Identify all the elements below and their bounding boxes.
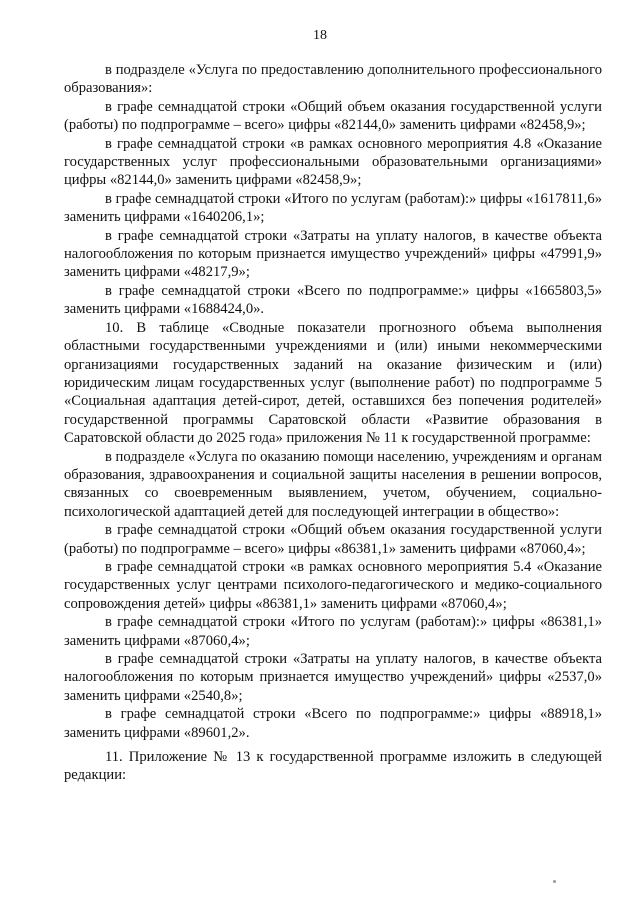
paragraph-item-11: 11. Приложение № 13 к государственной программе изложить в следующей редакции: [64, 749, 602, 784]
paragraph-total-volume-1: в графе семнадцатой строки «Общий объем оказания государственной услуги (работы) по подпрограмме – всего» цифры «82144,0» заменить цифрами «82458,9»; [64, 98, 602, 134]
paragraph-taxes-1: в графе семнадцатой строки «Затраты на уплату налогов, в качестве объекта налогообложения по которым признается имущество учреждений» цифры «47991,9» заменить цифрами «48217,9»; [64, 227, 602, 281]
paragraph-taxes-2: в графе семнадцатой строки «Затраты на уплату налогов, в качестве объекта налогообложения по которым признается имущество учреждений» цифры «2537,0» заменить цифрами «2540,8»; [64, 651, 602, 704]
paragraph-measure-5-4: в графе семнадцатой строки «в рамках основного мероприятия 5.4 «Оказание государственных услуг центрами психолого-педагогического и медико-социального сопровождения детей» цифры «86381,1» заменить цифрами «87060,4»; [64, 558, 602, 612]
document-body [64, 61, 602, 785]
paragraph-services-total-2: в графе семнадцатой строки «Итого по услугам (работам):» цифры «86381,1» заменить цифрами «87060,4»; [64, 614, 602, 649]
page-number: 18 [313, 28, 327, 43]
paragraph-subsection-assistance: в подразделе «Услуга по оказанию помощи населению, учреждениям и органам образования, здравоохранения и социальной защиты населения в решении вопросов, связанных со своевременным выявлением, учетом, обучением, социально-психологической адаптацией детей для последующей интеграции в общество»: [64, 448, 602, 520]
paragraph-services-total-1: в графе семнадцатой строки «Итого по услугам (работам):» цифры «1617811,6» заменить цифрами «1640206,1»; [64, 190, 602, 226]
paragraph-item-10: 10. В таблице «Сводные показатели прогнозного объема выполнения областными государственными учреждениями и (или) иными некоммерческими организациями государственных заданий на оказание физическим и (или) юридическим лицам государственных услуг (выполнение работ) по подпрограмме 5 «Социальная адаптация детей-сирот, детей, оставшихся без попечения родителей» государственной программы Саратовской области «Развитие образования в Саратовской области до 2025 года» приложения № 11 к государственной программе: [64, 319, 602, 447]
paragraph-subprogram-total-2: в графе семнадцатой строки «Всего по подпрограмме:» цифры «88918,1» заменить цифрами «89601,2». [64, 706, 602, 741]
paragraph-subsection-dpo: в подразделе «Услуга по предоставлению дополнительного профессионального образования»: [64, 62, 602, 97]
paragraph-subprogram-total-1: в графе семнадцатой строки «Всего по подпрограмме:» цифры «1665803,5» заменить цифрами «1688424,0». [64, 282, 602, 318]
scan-speck [553, 880, 556, 883]
paragraph-measure-4-8: в графе семнадцатой строки «в рамках основного мероприятия 4.8 «Оказание государственных услуг профессиональными образовательными организациями» цифры «82144,0» заменить цифрами «82458,9»; [64, 135, 602, 189]
paragraph-total-volume-2: в графе семнадцатой строки «Общий объем оказания государственной услуги (работы) по подпрограмме – всего» цифры «86381,1» заменить цифрами «87060,4»; [64, 522, 602, 557]
